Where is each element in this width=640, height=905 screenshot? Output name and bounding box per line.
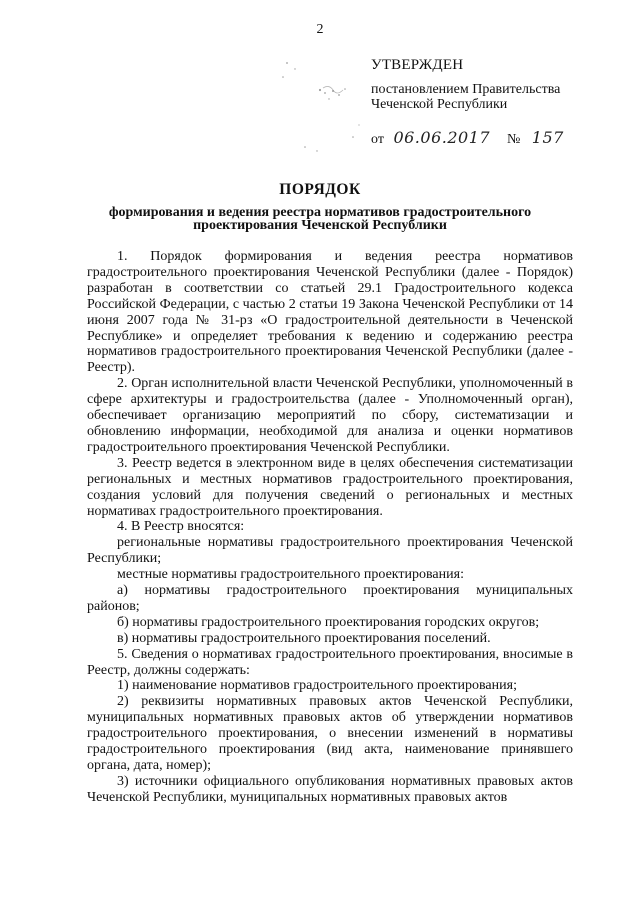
stamp-mark bbox=[265, 55, 365, 165]
list-item-local: местные нормативы градостроительного проектирования: bbox=[117, 567, 464, 583]
decree-line-1: постановлением Правительства bbox=[371, 82, 561, 97]
page-number: 2 bbox=[316, 22, 324, 37]
list-item-regional: региональные нормативы градостроительного проектирования Чеченской Республики; bbox=[87, 535, 573, 567]
approved-heading: УТВЕРЖДЕН bbox=[371, 57, 464, 73]
list-item-3: 3) источники официального опубликования нормативных правовых актов Чеченской Республики, муниципальных нормативных правовых актов bbox=[87, 773, 573, 805]
paragraph-1: 1. Порядок формирования и ведения реестра нормативов градостроительного проектирования Чеченской Республики (далее - Порядок) разработан в соответствии со статьей 29.1 Градостроительного кодекса Российской Федерации, с частью 2 статьи 19 Закона Чеченской Республики от 14 июня 2007 года № 31-рз «О градостроительной деятельности в Чеченской Республике» и определяет требования к ведению и содержанию реестра нормативов градостроительного проектирования Чеченской Республики (далее - Реестр). bbox=[87, 249, 573, 376]
number-label: № bbox=[506, 132, 521, 147]
document-subtitle: формирования и ведения реестра нормативов градостроительного проектирования Чеченской Республики bbox=[108, 205, 532, 233]
list-item-2: 2) реквизиты нормативных правовых актов Чеченской Республики, муниципальных нормативных правовых актов об утверждении нормативов градостроительного проектирования, о внесении изменений в нормативы градостроительного проектирования (вид акта, наименование принявшего органа, дата, номер); bbox=[87, 694, 573, 773]
paragraph-3: 3. Реестр ведется в электронном виде в целях обеспечения систематизации региональных и местных нормативов градостроительного проектирования, создания условий для получения сведений о региональных и местных нормативах градостроительного проектирования. bbox=[87, 455, 573, 519]
paragraph-4: 4. В Реестр вносятся: bbox=[117, 519, 245, 535]
decree-date-row bbox=[371, 130, 621, 147]
handwritten-date: 06.06.2017 bbox=[393, 128, 491, 147]
document-body bbox=[87, 249, 573, 806]
paragraph-5: 5. Сведения о нормативах градостроительного проектирования, вносимые в Реестр, должны содержать: bbox=[87, 646, 573, 678]
paragraph-2: 2. Орган исполнительной власти Чеченской Республики, уполномоченный в сфере архитектуры и градостроительства (далее - Уполномоченный орган), обеспечивает организацию мероприятий по сбору, систематизации и обновлению информации, необходимой для анализа и оценки нормативов градостроительного проектирования Чеченской Республики. bbox=[87, 376, 573, 455]
date-label: от bbox=[371, 132, 384, 147]
list-item-1: 1) наименование нормативов градостроительного проектирования; bbox=[117, 678, 517, 694]
decree-line-2: Чеченской Республики bbox=[371, 97, 508, 112]
list-item-c: в) нормативы градостроительного проектирования поселений. bbox=[117, 630, 491, 646]
list-item-b: б) нормативы градостроительного проектирования городских округов; bbox=[117, 614, 540, 630]
document-title: ПОРЯДОК bbox=[279, 181, 361, 198]
handwritten-number: 157 bbox=[531, 128, 564, 147]
list-item-a: а) нормативы градостроительного проектирования муниципальных районов; bbox=[87, 583, 573, 614]
approval-block bbox=[371, 58, 621, 147]
